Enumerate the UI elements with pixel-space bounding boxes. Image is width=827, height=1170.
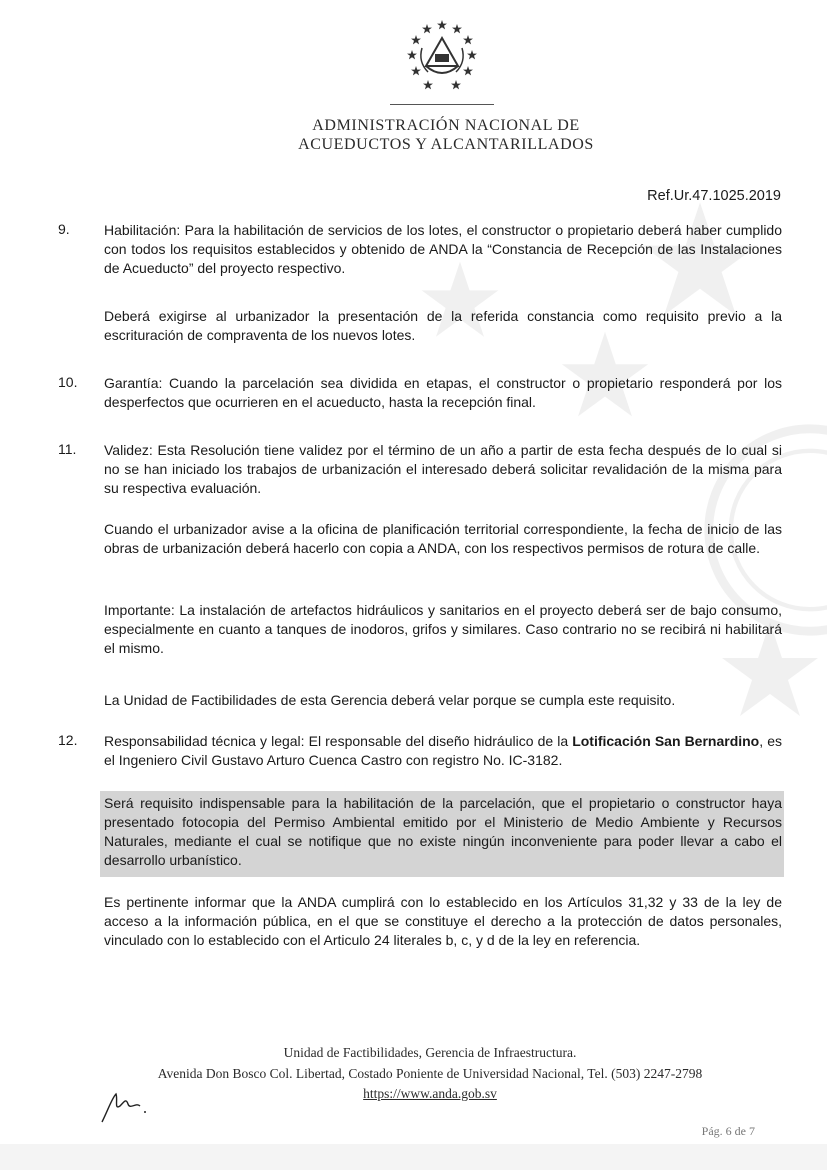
item-11-paragraph-2: Cuando el urbanizador avise a la oficina de planificación territorial correspondiente, la fecha de inicio de las obras de urbanización deberá hacerlo con copia a ANDA, con los respectivos permisos de rotura de calle. — [104, 521, 782, 556]
item-number-12: 12. — [58, 732, 78, 748]
item-12-paragraph-3: Es pertinente informar que la ANDA cumplirá con lo establecido en los Artículos 31,32 y 33 de la ley de acceso a la información pública, en el que se constituye el derecho a la protección de datos personales, vinculado con lo establecido con el Articulo 24 literales b, c, y d de la ley en referencia. — [104, 894, 782, 948]
item-number-11: 11. — [58, 441, 77, 457]
item-11-paragraph-4: La Unidad de Factibilidades de esta Gerencia deberá velar porque se cumpla este requisito. — [104, 692, 676, 708]
scan-bottom-band — [0, 1144, 827, 1170]
item-number-9: 9. — [58, 221, 70, 237]
footer-address: Avenida Don Bosco Col. Libertad, Costado Poniente de Universidad Nacional, Tel. (503) 2247-2798 — [157, 1066, 703, 1081]
item-number-10: 10. — [58, 374, 78, 390]
item-12-paragraph-2: Será requisito indispensable para la habilitación de la parcelación, que el propietario o constructor haya presentado fotocopia del Permiso Ambiental emitido por el Ministerio de Medio Ambiente y Recursos Naturales, mediante el cual se notifique que no existe ningún inconveniente para poder llevar a cabo el desarrollo urbanístico. — [104, 795, 782, 868]
item-9-paragraph-1: Habilitación: Para la habilitación de servicios de los lotes, el constructor o propietario deberá haber cumplido con todos los requisitos establecidos y obtenido de ANDA la “Constancia de Recepción de las Instalaciones de Acueducto” del proyecto respectivo. — [104, 222, 782, 276]
footer-website-link[interactable]: https://www.anda.gob.sv — [363, 1086, 497, 1101]
item-12-paragraph-1-start: Responsabilidad técnica y legal: El responsable del diseño hidráulico de la — [104, 733, 573, 749]
header-rule — [390, 104, 494, 105]
item-11-paragraph-3: Importante: La instalación de artefactos hidráulicos y sanitarios en el proyecto deberá ser de bajo consumo, especialmente en cuanto a tanques de inodoros, grifos y similares. Caso contrario no se recibirá ni habilitará el mismo. — [104, 602, 782, 656]
organization-name-line-1: ADMINISTRACIÓN NACIONAL DE — [312, 117, 580, 134]
item-12-paragraph-1 — [104, 732, 782, 770]
item-12-paragraph-1-end: , es el Ingeniero Civil Gustavo Arturo Cuenca Castro con registro No. IC-3182. — [104, 733, 782, 768]
item-11-paragraph-1: Validez: Esta Resolución tiene validez por el término de un año a partir de esta fecha después de lo cual si no se han iniciado los trabajos de urbanización el interesado deberá solicitar revalidación de la misma para su respectiva evaluación. — [104, 442, 782, 496]
page-number: Pág. 6 de 7 — [701, 1124, 755, 1138]
project-name: Lotificación San Bernardino — [572, 733, 760, 749]
footer-unit: Unidad de Factibilidades, Gerencia de Infraestructura. — [283, 1045, 577, 1060]
organization-name-line-2: ACUEDUCTOS Y ALCANTARILLADOS — [298, 136, 594, 153]
reference-number: Ref.Ur.47.1025.2019 — [647, 188, 781, 204]
handwritten-initials-signature — [98, 1088, 154, 1124]
item-9-paragraph-2: Deberá exigirse al urbanizador la presentación de la referida constancia como requisito previo a la escrituración de compraventa de los nuevos lotes. — [104, 308, 782, 343]
item-10-paragraph-1: Garantía: Cuando la parcelación sea dividida en etapas, el constructor o propietario responderá por los desperfectos que ocurrieren en el acueducto, hasta la recepción final. — [104, 375, 782, 410]
national-seal-icon — [402, 18, 482, 98]
